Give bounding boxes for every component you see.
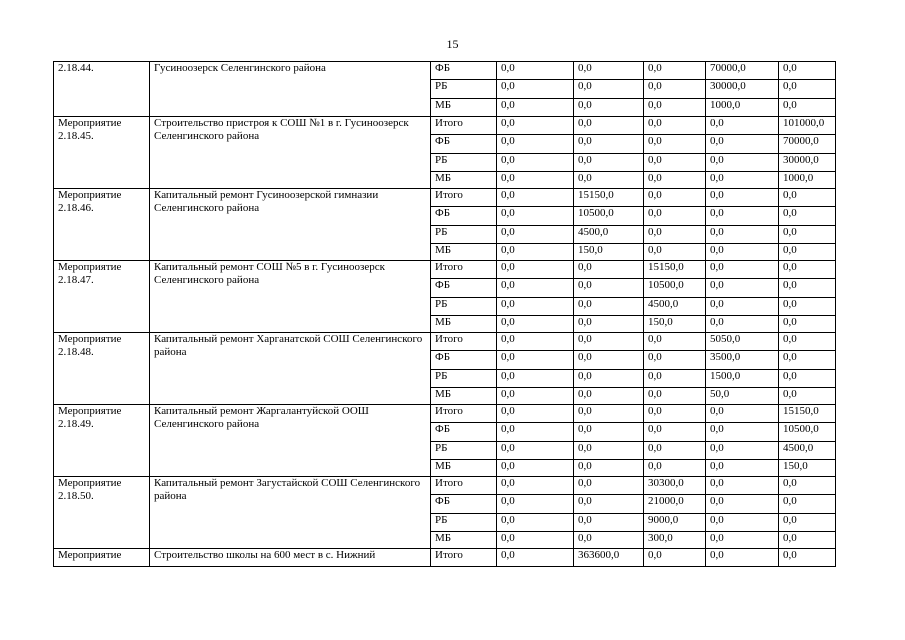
measure-name: Капитальный ремонт Гусиноозерской гимназии Селенгинского района [150, 189, 431, 261]
amount-cell: 0,0 [706, 442, 779, 460]
amount-cell: 0,0 [497, 189, 574, 207]
funding-source: ФБ [431, 135, 497, 154]
amount-cell: 0,0 [779, 388, 836, 405]
funding-source: ФБ [431, 207, 497, 226]
amount-cell: 4500,0 [574, 226, 644, 244]
funding-source: РБ [431, 298, 497, 316]
amount-cell: 0,0 [497, 514, 574, 532]
measure-id: Мероприятие 2.18.50. [54, 477, 150, 549]
amount-cell: 0,0 [497, 135, 574, 154]
amount-cell: 0,0 [644, 117, 706, 135]
amount-cell: 0,0 [574, 80, 644, 99]
amount-cell: 0,0 [779, 244, 836, 261]
amount-cell: 101000,0 [779, 117, 836, 135]
amount-cell: 0,0 [644, 244, 706, 261]
amount-cell: 0,0 [497, 62, 574, 80]
amount-cell: 21000,0 [644, 495, 706, 514]
table-row [54, 62, 836, 80]
amount-cell: 0,0 [706, 477, 779, 495]
amount-cell: 0,0 [706, 460, 779, 477]
amount-cell: 0,0 [497, 549, 574, 567]
amount-cell: 1000,0 [779, 172, 836, 189]
amount-cell: 0,0 [574, 405, 644, 423]
measure-name: Капитальный ремонт Харганатской СОШ Селенгинского района [150, 333, 431, 405]
amount-cell: 0,0 [497, 405, 574, 423]
amount-cell: 0,0 [497, 442, 574, 460]
page-number: 15 [446, 37, 459, 51]
amount-cell: 10500,0 [644, 279, 706, 298]
measure-id: Мероприятие 2.18.46. [54, 189, 150, 261]
amount-cell: 0,0 [497, 261, 574, 279]
amount-cell: 0,0 [644, 172, 706, 189]
amount-cell: 0,0 [497, 154, 574, 172]
amount-cell: 10500,0 [574, 207, 644, 226]
amount-cell: 0,0 [706, 207, 779, 226]
amount-cell: 0,0 [779, 261, 836, 279]
amount-cell: 15150,0 [574, 189, 644, 207]
amount-cell: 0,0 [644, 405, 706, 423]
table-row [54, 117, 836, 135]
amount-cell: 0,0 [497, 477, 574, 495]
amount-cell: 0,0 [574, 261, 644, 279]
measure-name: Капитальный ремонт Загустайской СОШ Селенгинского района [150, 477, 431, 549]
amount-cell: 0,0 [706, 189, 779, 207]
amount-cell: 0,0 [706, 154, 779, 172]
amount-cell: 5050,0 [706, 333, 779, 351]
measure-id: Мероприятие 2.18.45. [54, 117, 150, 189]
table-row [54, 405, 836, 423]
funding-source: ФБ [431, 279, 497, 298]
amount-cell: 0,0 [574, 442, 644, 460]
amount-cell: 0,0 [706, 244, 779, 261]
amount-cell: 0,0 [779, 477, 836, 495]
funding-source: Итого [431, 117, 497, 135]
amount-cell: 30000,0 [706, 80, 779, 99]
funding-source: Итого [431, 549, 497, 567]
amount-cell: 0,0 [497, 370, 574, 388]
funding-source: МБ [431, 316, 497, 333]
amount-cell: 0,0 [644, 99, 706, 117]
amount-cell: 9000,0 [644, 514, 706, 532]
amount-cell: 0,0 [779, 298, 836, 316]
funding-source: МБ [431, 532, 497, 549]
amount-cell: 0,0 [574, 333, 644, 351]
amount-cell: 0,0 [779, 351, 836, 370]
funding-source: РБ [431, 442, 497, 460]
amount-cell: 0,0 [574, 532, 644, 549]
amount-cell: 0,0 [644, 135, 706, 154]
measure-id: Мероприятие 2.18.48. [54, 333, 150, 405]
funding-source: МБ [431, 460, 497, 477]
amount-cell: 0,0 [497, 532, 574, 549]
funding-source: МБ [431, 388, 497, 405]
measure-name: Капитальный ремонт Жаргалантуйской ООШ Селенгинского района [150, 405, 431, 477]
amount-cell: 0,0 [779, 532, 836, 549]
amount-cell: 0,0 [706, 226, 779, 244]
amount-cell: 0,0 [644, 388, 706, 405]
amount-cell: 0,0 [497, 117, 574, 135]
amount-cell: 0,0 [706, 514, 779, 532]
funding-source: Итого [431, 405, 497, 423]
amount-cell: 0,0 [574, 135, 644, 154]
amount-cell: 0,0 [497, 388, 574, 405]
measure-id: 2.18.44. [54, 62, 150, 117]
amount-cell: 0,0 [779, 62, 836, 80]
amount-cell: 0,0 [644, 370, 706, 388]
amount-cell: 0,0 [644, 62, 706, 80]
funding-source: МБ [431, 244, 497, 261]
funding-source: Итого [431, 261, 497, 279]
budget-table [53, 61, 836, 567]
amount-cell: 0,0 [574, 477, 644, 495]
amount-cell: 0,0 [706, 405, 779, 423]
amount-cell: 0,0 [574, 495, 644, 514]
funding-source: ФБ [431, 351, 497, 370]
amount-cell: 0,0 [497, 333, 574, 351]
amount-cell: 0,0 [706, 549, 779, 567]
amount-cell: 0,0 [497, 460, 574, 477]
amount-cell: 0,0 [497, 80, 574, 99]
amount-cell: 0,0 [706, 135, 779, 154]
measure-name: Капитальный ремонт СОШ №5 в г. Гусиноозерск Селенгинского района [150, 261, 431, 333]
funding-source: ФБ [431, 423, 497, 442]
amount-cell: 15150,0 [779, 405, 836, 423]
amount-cell: 15150,0 [644, 261, 706, 279]
measure-name: Строительство пристроя к СОШ №1 в г. Гусиноозерск Селенгинского района [150, 117, 431, 189]
amount-cell: 3500,0 [706, 351, 779, 370]
amount-cell: 10500,0 [779, 423, 836, 442]
amount-cell: 0,0 [644, 226, 706, 244]
amount-cell: 300,0 [644, 532, 706, 549]
amount-cell: 0,0 [574, 370, 644, 388]
measure-id: Мероприятие [54, 549, 150, 567]
amount-cell: 0,0 [574, 99, 644, 117]
amount-cell: 0,0 [644, 351, 706, 370]
amount-cell: 0,0 [574, 423, 644, 442]
amount-cell: 150,0 [779, 460, 836, 477]
amount-cell: 0,0 [497, 207, 574, 226]
amount-cell: 0,0 [779, 279, 836, 298]
funding-source: РБ [431, 154, 497, 172]
amount-cell: 0,0 [497, 423, 574, 442]
amount-cell: 0,0 [574, 460, 644, 477]
amount-cell: 0,0 [497, 351, 574, 370]
table-row [54, 549, 836, 567]
funding-source: ФБ [431, 62, 497, 80]
measure-name: Строительство школы на 600 мест в с. Нижний [150, 549, 431, 567]
amount-cell: 0,0 [644, 423, 706, 442]
amount-cell: 0,0 [644, 442, 706, 460]
amount-cell: 0,0 [497, 172, 574, 189]
funding-source: ФБ [431, 495, 497, 514]
amount-cell: 0,0 [574, 172, 644, 189]
amount-cell: 0,0 [574, 279, 644, 298]
amount-cell: 0,0 [644, 549, 706, 567]
table-row [54, 477, 836, 495]
amount-cell: 150,0 [574, 244, 644, 261]
amount-cell: 0,0 [644, 207, 706, 226]
amount-cell: 1500,0 [706, 370, 779, 388]
amount-cell: 0,0 [574, 388, 644, 405]
amount-cell: 0,0 [706, 172, 779, 189]
table-row [54, 189, 836, 207]
funding-source: РБ [431, 514, 497, 532]
amount-cell: 0,0 [644, 154, 706, 172]
funding-source: МБ [431, 172, 497, 189]
amount-cell: 70000,0 [779, 135, 836, 154]
amount-cell: 0,0 [497, 99, 574, 117]
amount-cell: 0,0 [779, 316, 836, 333]
amount-cell: 0,0 [706, 279, 779, 298]
amount-cell: 363600,0 [574, 549, 644, 567]
amount-cell: 0,0 [779, 495, 836, 514]
amount-cell: 0,0 [706, 423, 779, 442]
table-row [54, 333, 836, 351]
amount-cell: 0,0 [779, 207, 836, 226]
funding-source: Итого [431, 333, 497, 351]
amount-cell: 0,0 [497, 244, 574, 261]
amount-cell: 0,0 [644, 460, 706, 477]
funding-source: РБ [431, 226, 497, 244]
measure-name: Гусиноозерск Селенгинского района [150, 62, 431, 117]
amount-cell: 0,0 [779, 226, 836, 244]
amount-cell: 0,0 [574, 316, 644, 333]
amount-cell: 0,0 [779, 80, 836, 99]
amount-cell: 4500,0 [779, 442, 836, 460]
amount-cell: 0,0 [706, 298, 779, 316]
amount-cell: 0,0 [574, 351, 644, 370]
amount-cell: 70000,0 [706, 62, 779, 80]
amount-cell: 0,0 [574, 298, 644, 316]
amount-cell: 0,0 [779, 189, 836, 207]
amount-cell: 0,0 [574, 154, 644, 172]
funding-source: Итого [431, 477, 497, 495]
amount-cell: 0,0 [644, 189, 706, 207]
amount-cell: 0,0 [706, 261, 779, 279]
amount-cell: 0,0 [706, 532, 779, 549]
amount-cell: 30300,0 [644, 477, 706, 495]
amount-cell: 30000,0 [779, 154, 836, 172]
funding-source: РБ [431, 80, 497, 99]
table-row [54, 261, 836, 279]
amount-cell: 0,0 [497, 495, 574, 514]
funding-source: Итого [431, 189, 497, 207]
amount-cell: 0,0 [497, 279, 574, 298]
amount-cell: 0,0 [497, 298, 574, 316]
amount-cell: 0,0 [497, 226, 574, 244]
amount-cell: 0,0 [779, 99, 836, 117]
amount-cell: 50,0 [706, 388, 779, 405]
measure-id: Мероприятие 2.18.49. [54, 405, 150, 477]
amount-cell: 0,0 [779, 370, 836, 388]
amount-cell: 0,0 [706, 117, 779, 135]
amount-cell: 0,0 [497, 316, 574, 333]
funding-source: МБ [431, 99, 497, 117]
amount-cell: 0,0 [644, 333, 706, 351]
amount-cell: 0,0 [644, 80, 706, 99]
amount-cell: 1000,0 [706, 99, 779, 117]
amount-cell: 0,0 [779, 549, 836, 567]
amount-cell: 0,0 [574, 117, 644, 135]
amount-cell: 4500,0 [644, 298, 706, 316]
amount-cell: 0,0 [779, 333, 836, 351]
amount-cell: 0,0 [706, 316, 779, 333]
amount-cell: 0,0 [574, 514, 644, 532]
amount-cell: 0,0 [574, 62, 644, 80]
amount-cell: 150,0 [644, 316, 706, 333]
measure-id: Мероприятие 2.18.47. [54, 261, 150, 333]
funding-source: РБ [431, 370, 497, 388]
amount-cell: 0,0 [706, 495, 779, 514]
amount-cell: 0,0 [779, 514, 836, 532]
